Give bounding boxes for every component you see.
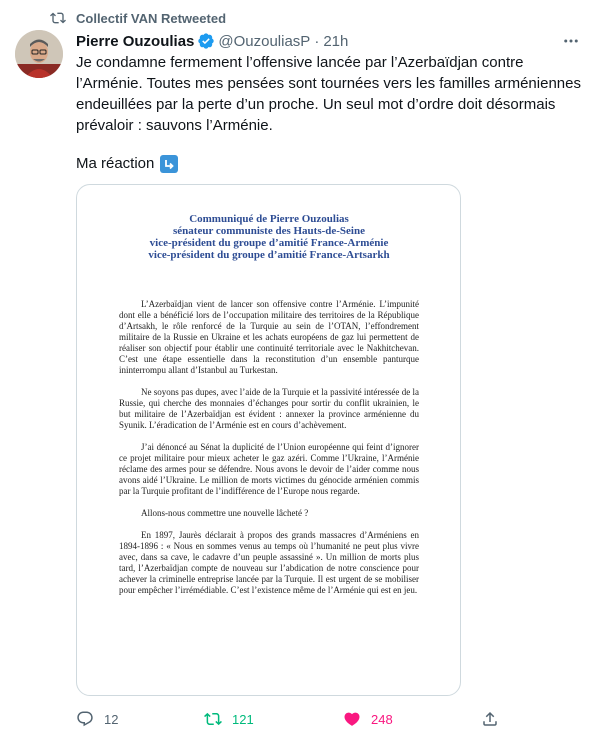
heart-icon bbox=[343, 710, 361, 728]
avatar[interactable] bbox=[15, 30, 63, 78]
reply-button[interactable] bbox=[76, 710, 118, 728]
reply-count: 12 bbox=[104, 711, 119, 727]
tweet-body: Je condamne fermement l’offensive lancée par l’Azerbaïdjan contre l’Arménie. Toutes mes pensées sont tournées vers les familles arméniennes endeuillées par la perte d’un proche. Un seul mot d’ordre doit désormais prévaloir : sauvons l’Arménie. bbox=[76, 54, 581, 134]
retweet-button[interactable] bbox=[204, 710, 254, 728]
like-button[interactable] bbox=[343, 710, 393, 728]
document-body bbox=[119, 299, 419, 607]
document-paragraph: J’ai dénoncé au Sénat la duplicité de l’Union européenne qui feint d’ignorer ce projet militaire pour mieux acheter le gaz azéri. Comme l’Ukraine, l’Arménie réclame des armes pour se défendre. Nous avons le devoir de l’aider comme nous avons aidé l’Ukraine. Le million de morts victimes du génocide arménien commis par la Turquie profitant de l’indifférence de l’Europe nous regarde. bbox=[119, 442, 419, 496]
verified-badge-icon bbox=[197, 32, 215, 50]
retweet-icon bbox=[50, 10, 66, 26]
tweet-header bbox=[76, 30, 582, 52]
author-handle[interactable]: @OuzouliasP bbox=[218, 32, 311, 50]
retweet-count: 121 bbox=[232, 711, 254, 727]
document-title-line: vice-président du groupe d’amitié France-Arménie bbox=[149, 237, 389, 249]
document-title bbox=[119, 213, 419, 261]
document-paragraph: L’Azerbaïdjan vient de lancer son offensive contre l’Arménie. L’impunité dont elle a bénéficié lors de l’occupation militaire des territoires de la République d’Artsakh, le rôle renforcé de la Turquie au sein de l’OTAN, l’effondrement militaire de la Russie en Ukraine et les achats européens de gaz lui permettent de réaliser son objectif pour établir une continuité territoriale avec le Nakhitchevan. C’est une étape essentielle dans la reconstitution d’un ensemble panturque ininterrompu allant d’Istanbul au Turkestan. bbox=[119, 299, 419, 375]
author-name[interactable]: Pierre Ouzoulias bbox=[76, 32, 195, 50]
tweet-reaction-line bbox=[76, 153, 178, 174]
attached-image[interactable] bbox=[76, 184, 461, 696]
reaction-text: Ma réaction bbox=[76, 155, 155, 172]
more-options-icon[interactable] bbox=[560, 30, 582, 52]
tweet-actions bbox=[76, 708, 506, 730]
avatar-portrait bbox=[15, 30, 63, 78]
retweet-label: Collectif VAN Retweeted bbox=[76, 10, 227, 26]
document-title-line: Communiqué de Pierre Ouzoulias bbox=[189, 213, 349, 225]
reply-icon bbox=[76, 710, 94, 728]
communique-document bbox=[119, 213, 419, 595]
share-button[interactable] bbox=[481, 710, 499, 728]
document-title-line: sénateur communiste des Hauts-de-Seine bbox=[173, 225, 365, 237]
retweet-context[interactable] bbox=[50, 8, 226, 28]
tweet-timestamp[interactable]: 21h bbox=[323, 32, 349, 50]
tweet-text bbox=[76, 52, 586, 136]
document-paragraph: Allons-nous commettre une nouvelle lâcheté ? bbox=[141, 508, 309, 518]
separator-dot: · bbox=[314, 32, 320, 50]
document-paragraph: Ne soyons pas dupes, avec l’aide de la Turquie et la passivité intéressée de la Russie, qui cherche des monnaies d’échanges pour sortir du conflit ukrainien, le but militaire de l’Azerbaïdjan est évident : annexer la province arménienne du Syunik. L’éradication de l’Arménie est en cours d’achèvement. bbox=[119, 387, 419, 430]
down-right-arrow-emoji-icon bbox=[160, 155, 178, 173]
retweet-icon bbox=[204, 710, 222, 728]
document-paragraph: En 1897, Jaurès déclarait à propos des grands massacres d’Arméniens en 1894-1896 : « Nous en sommes venus au temps où l’humanité ne peut plus vivre avec, dans sa cave, le cadavre d’un peuple assassiné ». Un million de morts plus tard, l’Azerbaïdjan compte de nouveau sur l’abdication de notre conscience pour achever la criminelle entreprise lancée par la Turquie. Il est urgent de se mobiliser pour empêcher l’irrémédiable. C’est l’existence même de l’Arménie qui est en jeu. bbox=[119, 530, 419, 595]
like-count: 248 bbox=[371, 711, 393, 727]
document-title-line: vice-président du groupe d’amitié France-Artsarkh bbox=[148, 249, 390, 261]
share-icon bbox=[481, 710, 499, 728]
